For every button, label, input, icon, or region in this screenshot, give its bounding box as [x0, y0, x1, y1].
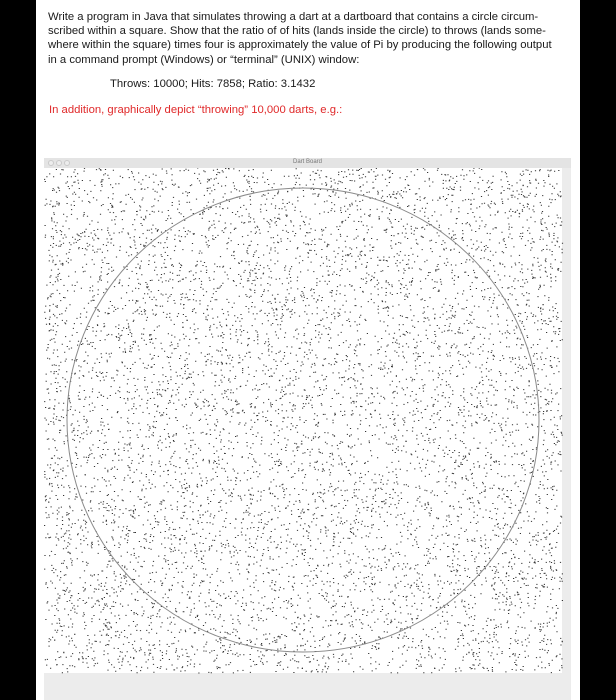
- addition-instruction: In addition, graphically depict “throwing” 10,000 darts, e.g.:: [49, 104, 343, 116]
- window-titlebar[interactable]: [44, 158, 571, 168]
- sample-output: Throws: 10000; Hits: 7858; Ratio: 3.1432: [110, 78, 316, 90]
- prompt-line: in a command prompt (Windows) or “terminal” (UNIX) window:: [48, 53, 360, 66]
- document-page: [36, 0, 580, 700]
- assignment-prompt: [48, 10, 570, 67]
- dart-board-window: [44, 158, 571, 700]
- prompt-line: Write a program in Java that simulates throwing a dart at a dartboard that contains a circle circum-: [48, 11, 539, 23]
- prompt-line: where within the square) times four is approximately the value of Pi by producing the following output: [48, 39, 552, 52]
- dart-board-canvas: [44, 168, 571, 700]
- prompt-line: scribed within a square. Show that the ratio of of hits (lands inside the circle) to throws (lands some-: [48, 25, 546, 38]
- window-title: Dart Board: [292, 159, 322, 165]
